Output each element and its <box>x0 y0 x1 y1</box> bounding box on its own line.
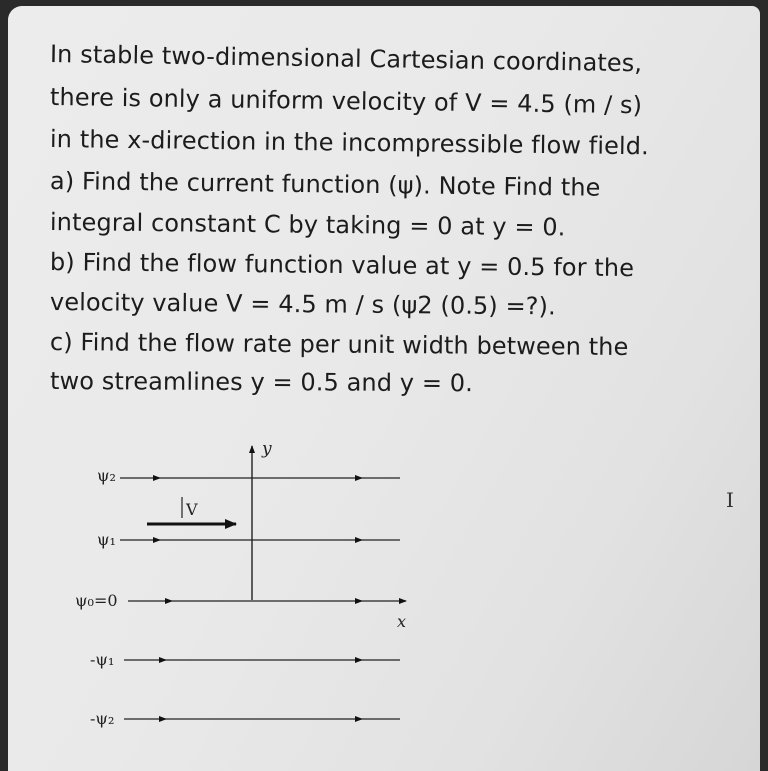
problem-line-9: two streamlines y = 0.5 and y = 0. <box>49 367 473 398</box>
streamline-label-neg-psi1: -ψ₁ <box>90 650 115 669</box>
x-axis-label: x <box>397 612 407 631</box>
problem-line-2: there is only a uniform velocity of V = 4.5 (m / s) <box>49 83 643 120</box>
problem-line-3: in the x-direction in the incompressible flow field. <box>49 125 649 161</box>
velocity-label: V <box>186 500 198 519</box>
streamline-label-psi2: ψ₂ <box>97 466 116 485</box>
text-cursor-icon: I <box>726 488 734 512</box>
streamline-label-neg-psi2: -ψ₂ <box>90 709 115 728</box>
streamline-label-psi1: ψ₁ <box>97 530 116 549</box>
problem-line-1: In stable two-dimensional Cartesian coordinates, <box>49 40 643 78</box>
problem-line-7: velocity value V = 4.5 m / s (ψ2 (0.5) =?). <box>49 288 556 321</box>
problem-line-8: c) Find the flow rate per unit width between the <box>49 328 629 362</box>
streamline-label-psi0: ψ₀=0 <box>75 591 118 610</box>
y-axis-label: y <box>262 439 272 459</box>
problem-line-4: a) Find the current function (ψ). Note Find the <box>49 167 601 202</box>
problem-line-6: b) Find the flow function value at y = 0.5 for the <box>49 248 635 283</box>
problem-line-5: integral constant C by taking = 0 at y = 0. <box>49 208 566 242</box>
